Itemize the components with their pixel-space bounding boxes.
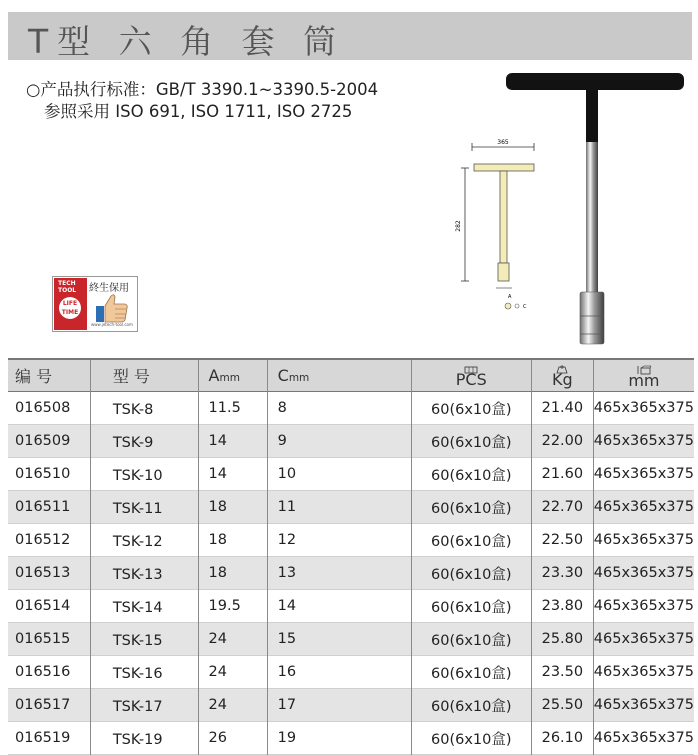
header-a-letter: A xyxy=(208,366,220,385)
table-row xyxy=(8,656,694,689)
header-pcs xyxy=(411,359,531,392)
cell-code: 016519 xyxy=(8,722,90,755)
a-dimension-label: A xyxy=(508,294,512,300)
warranty-text: 終生保用 xyxy=(89,283,129,294)
cell-a: 11.5 xyxy=(198,392,267,425)
cell-kg: 26.10 xyxy=(531,722,593,755)
cell-model: TSK-13 xyxy=(90,557,198,590)
header-pcs-label: PCS xyxy=(455,369,487,389)
lifetime-seal: LIFE TIME xyxy=(59,297,81,319)
table-row xyxy=(8,623,694,656)
cell-a: 14 xyxy=(198,425,267,458)
cell-model: TSK-12 xyxy=(90,524,198,557)
cell-code: 016512 xyxy=(8,524,90,557)
width-dimension-label: 365 xyxy=(497,139,509,146)
cell-a: 24 xyxy=(198,623,267,656)
cell-c: 9 xyxy=(267,425,411,458)
cell-pcs: 60(6x10盒) xyxy=(411,590,531,623)
cell-a: 18 xyxy=(198,524,267,557)
cell-c: 11 xyxy=(267,491,411,524)
cell-kg: 25.50 xyxy=(531,689,593,722)
header-c-unit: mm xyxy=(288,372,310,384)
table-row xyxy=(8,590,694,623)
table-row xyxy=(8,392,694,425)
cell-model: TSK-10 xyxy=(90,458,198,491)
cell-a: 26 xyxy=(198,722,267,755)
header-kg-label: Kg xyxy=(552,370,573,389)
header-a-unit: mm xyxy=(219,372,240,384)
brand-logo: TECH TOOL xyxy=(58,280,77,294)
cell-pcs: 60(6x10盒) xyxy=(411,722,531,755)
cell-kg: 22.70 xyxy=(531,491,593,524)
cell-size: 465x365x375 xyxy=(593,730,694,746)
table-row xyxy=(8,524,694,557)
cell-size: 465x365x375 xyxy=(593,499,694,515)
cell-code: 016509 xyxy=(8,425,90,458)
cell-pcs: 60(6x10盒) xyxy=(411,623,531,656)
standard-info xyxy=(26,79,378,123)
header-kg xyxy=(531,359,593,392)
table-row xyxy=(8,425,694,458)
cell-kg: 25.80 xyxy=(531,623,593,656)
cell-c: 16 xyxy=(267,656,411,689)
cell-size: 465x365x375 xyxy=(593,598,694,614)
spec-table xyxy=(8,358,694,755)
cell-pcs: 60(6x10盒) xyxy=(411,491,531,524)
cell-a: 24 xyxy=(198,656,267,689)
cell-code: 016508 xyxy=(8,392,90,425)
page-title: T型 六 角 套 筒 xyxy=(28,22,346,61)
cell-a: 14 xyxy=(198,458,267,491)
cell-model: TSK-8 xyxy=(90,392,198,425)
cell-pcs: 60(6x10盒) xyxy=(411,524,531,557)
cell-size: 465x365x375 xyxy=(593,697,694,713)
header-mm-label: mm xyxy=(628,370,660,390)
badge-website: www.jetech-tool.com xyxy=(91,322,133,327)
cell-size: 465x365x375 xyxy=(593,664,694,680)
cell-c: 19 xyxy=(267,722,411,755)
cell-size: 465x365x375 xyxy=(593,400,694,416)
cell-pcs: 60(6x10盒) xyxy=(411,392,531,425)
table-row xyxy=(8,491,694,524)
cell-c: 14 xyxy=(267,590,411,623)
cell-kg: 22.50 xyxy=(531,524,593,557)
cell-size: 465x365x375 xyxy=(593,631,694,647)
cell-kg: 23.50 xyxy=(531,656,593,689)
header-c xyxy=(267,359,411,392)
cell-c: 12 xyxy=(267,524,411,557)
cell-c: 17 xyxy=(267,689,411,722)
cell-c: 15 xyxy=(267,623,411,656)
cell-pcs: 60(6x10盒) xyxy=(411,458,531,491)
cell-a: 19.5 xyxy=(198,590,267,623)
cell-a: 24 xyxy=(198,689,267,722)
height-dimension-label: 282 xyxy=(455,220,462,232)
table-row xyxy=(8,722,694,755)
cell-size: 465x365x375 xyxy=(593,565,694,581)
cell-size: 465x365x375 xyxy=(593,466,694,482)
lifetime-warranty-badge xyxy=(52,276,138,332)
cell-code: 016517 xyxy=(8,689,90,722)
t-handle-socket-image xyxy=(500,68,690,350)
cell-c: 10 xyxy=(267,458,411,491)
badge-red-panel xyxy=(54,278,87,330)
cell-pcs: 60(6x10盒) xyxy=(411,689,531,722)
cell-code: 016513 xyxy=(8,557,90,590)
thumbs-up-icon xyxy=(95,292,129,324)
cell-a: 18 xyxy=(198,491,267,524)
cell-code: 016516 xyxy=(8,656,90,689)
cell-code: 016515 xyxy=(8,623,90,656)
cell-code: 016514 xyxy=(8,590,90,623)
cell-model: TSK-17 xyxy=(90,689,198,722)
cell-code: 016511 xyxy=(8,491,90,524)
cell-pcs: 60(6x10盒) xyxy=(411,425,531,458)
cell-c: 13 xyxy=(267,557,411,590)
c-dimension-label: C xyxy=(523,304,527,310)
cell-c: 8 xyxy=(267,392,411,425)
header-a xyxy=(198,359,267,392)
cell-kg: 23.80 xyxy=(531,590,593,623)
cell-kg: 21.60 xyxy=(531,458,593,491)
table-header-row xyxy=(8,359,694,392)
cell-model: TSK-14 xyxy=(90,590,198,623)
table-row xyxy=(8,557,694,590)
table-row xyxy=(8,458,694,491)
cell-size: 465x365x375 xyxy=(593,433,694,449)
header-model: 型 号 xyxy=(90,359,198,392)
cell-code: 016510 xyxy=(8,458,90,491)
standard-line-1: ○产品执行标准：GB/T 3390.1~3390.5-2004 xyxy=(26,80,379,99)
cell-a: 18 xyxy=(198,557,267,590)
cell-model: TSK-9 xyxy=(90,425,198,458)
cell-pcs: 60(6x10盒) xyxy=(411,557,531,590)
cell-size: 465x365x375 xyxy=(593,532,694,548)
cell-model: TSK-19 xyxy=(90,722,198,755)
standard-line-2: 参照采用 ISO 691, ISO 1711, ISO 2725 xyxy=(44,102,353,121)
header-code: 编 号 xyxy=(8,359,90,392)
cell-kg: 21.40 xyxy=(531,392,593,425)
cell-model: TSK-15 xyxy=(90,623,198,656)
cell-model: TSK-16 xyxy=(90,656,198,689)
cell-kg: 22.00 xyxy=(531,425,593,458)
cell-model: TSK-11 xyxy=(90,491,198,524)
header-c-letter: C xyxy=(277,366,289,385)
header-mm xyxy=(593,359,694,392)
cell-pcs: 60(6x10盒) xyxy=(411,656,531,689)
title-bar xyxy=(8,12,692,60)
cell-kg: 23.30 xyxy=(531,557,593,590)
